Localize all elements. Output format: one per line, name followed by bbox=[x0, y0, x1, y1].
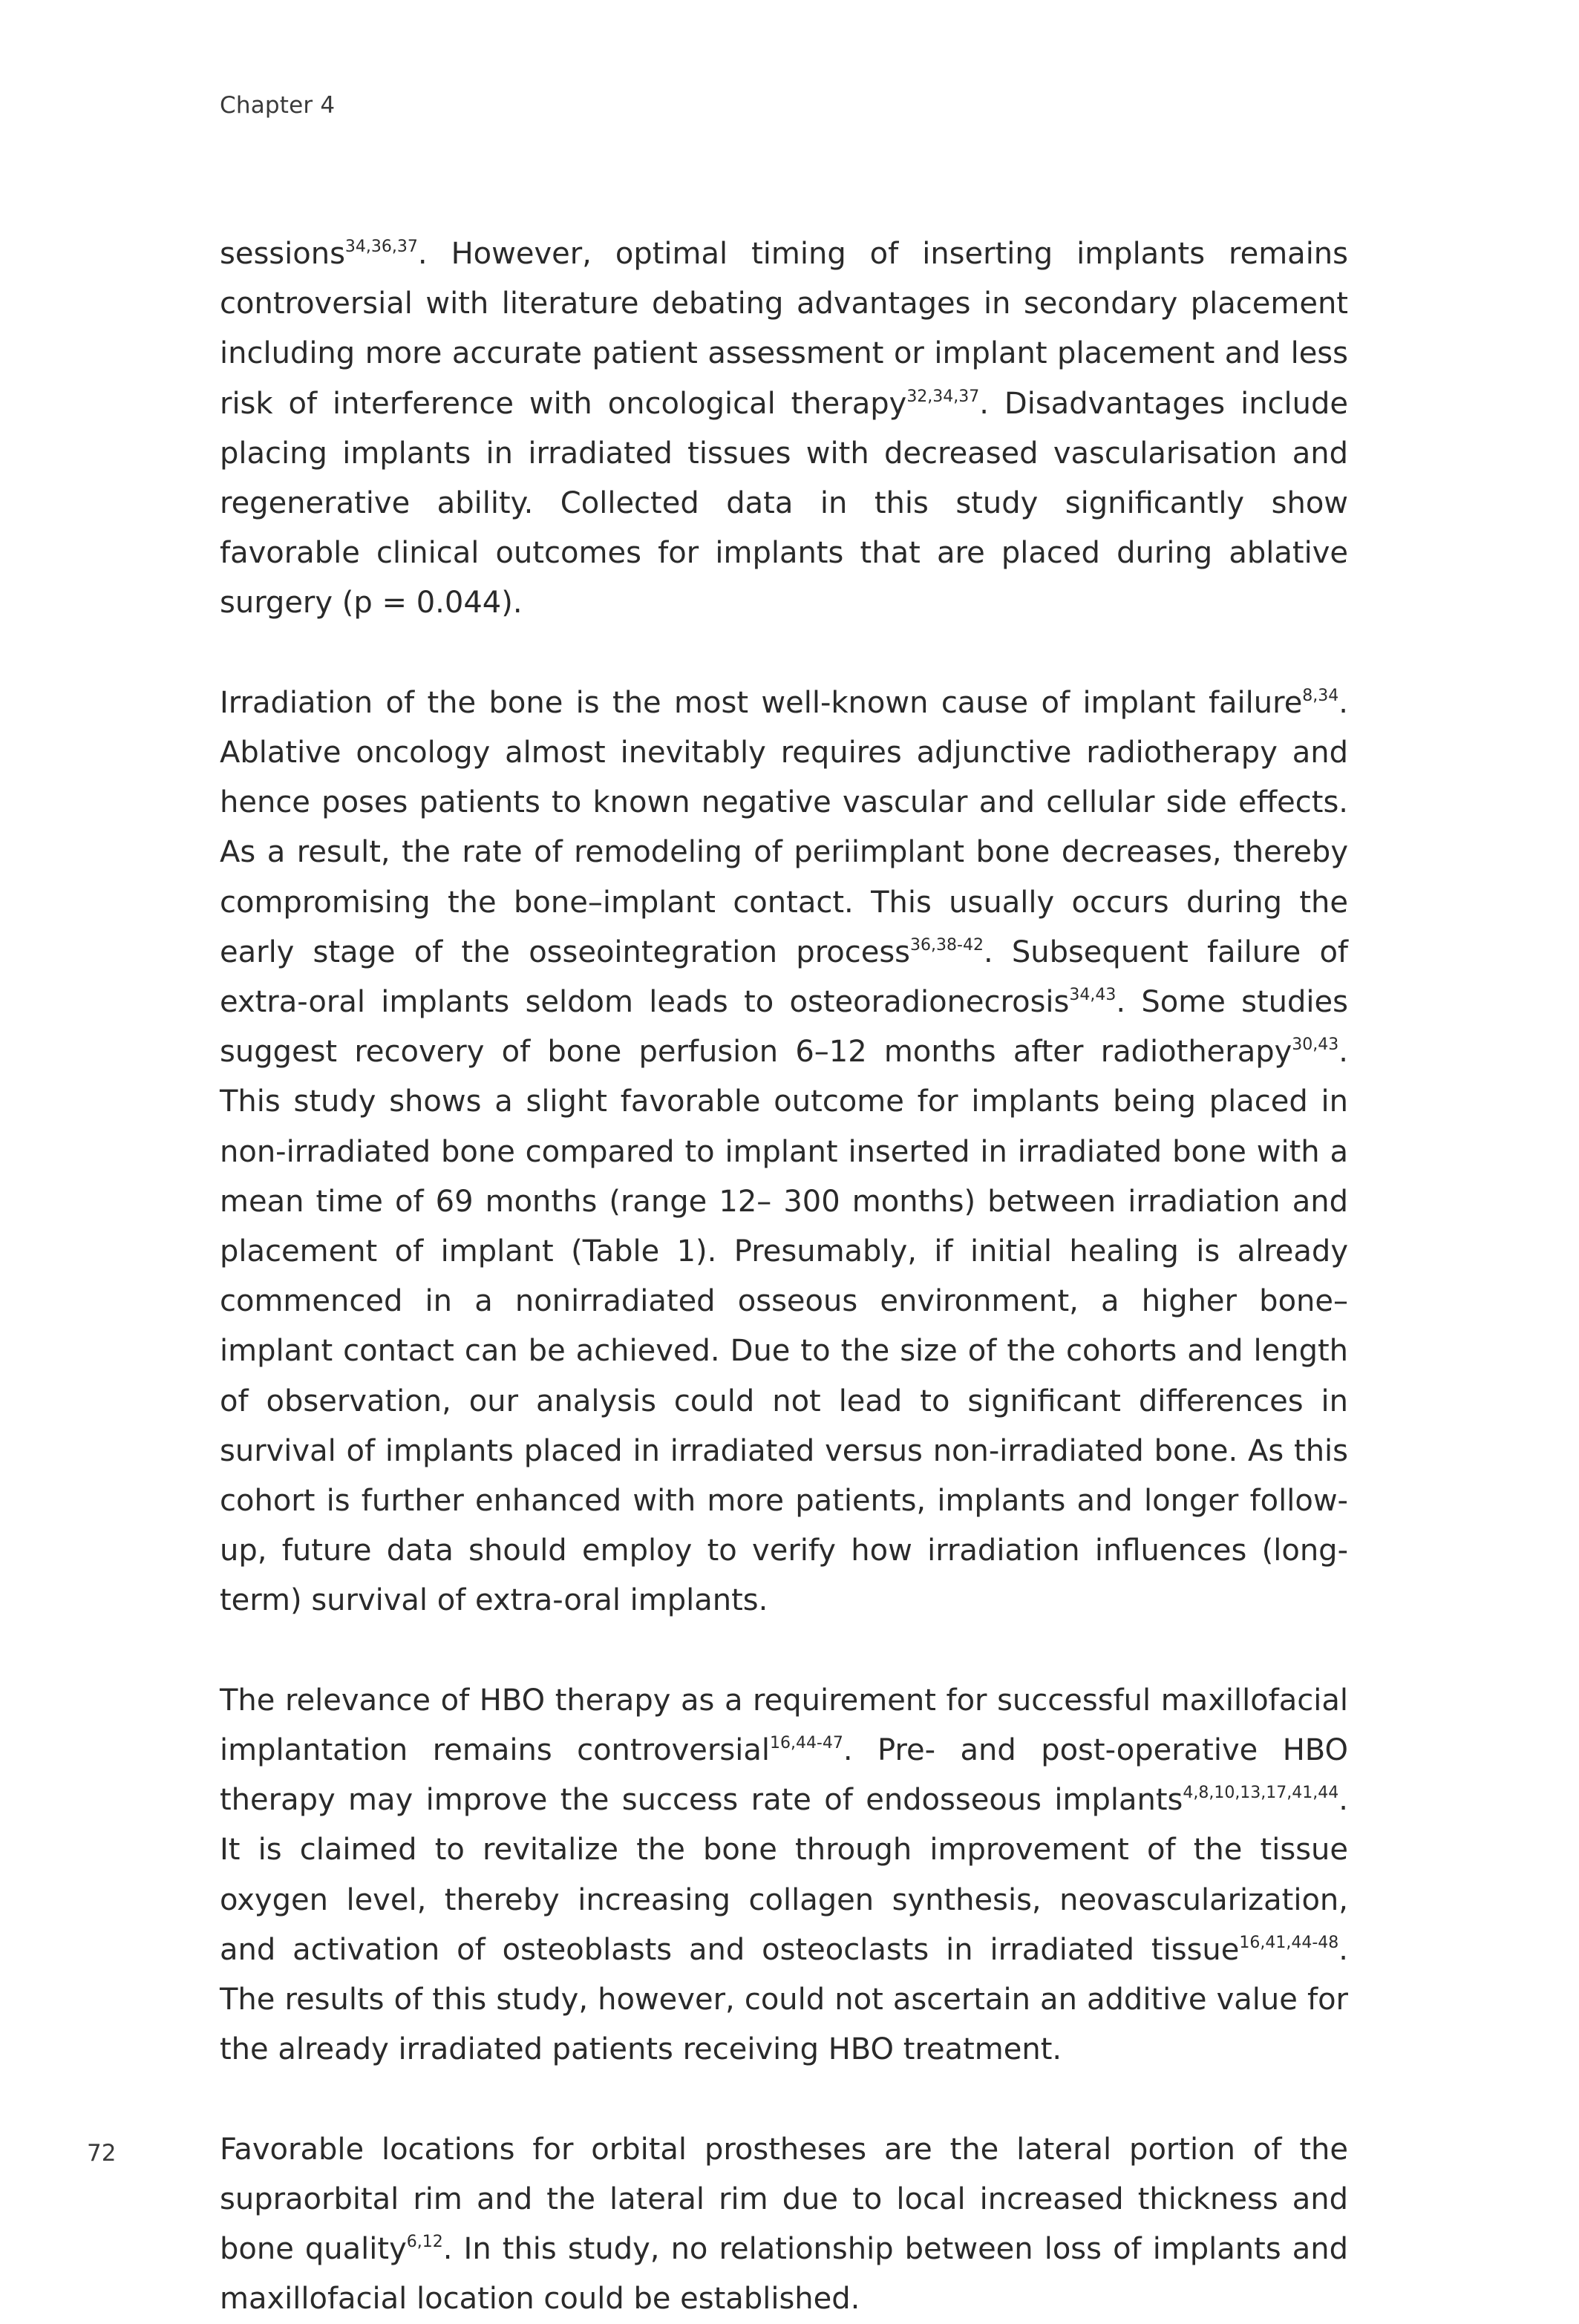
text-run: . Pre- and post-operative HBO therapy may improve the success rate of endosseous implants bbox=[220, 1733, 1348, 1818]
text-run: . The results of this study, however, could not ascertain an additive value for the already irradiated patients receiving HBO treatment. bbox=[220, 1932, 1348, 2067]
paragraph bbox=[220, 229, 1348, 629]
paragraph bbox=[220, 1676, 1348, 2075]
citation-superscript: 16,44-47 bbox=[769, 1734, 843, 1753]
body-text bbox=[220, 229, 1348, 2324]
citation-superscript: 6,12 bbox=[406, 2233, 443, 2252]
paragraph bbox=[220, 2125, 1348, 2324]
text-run: Irradiation of the bone is the most well-known cause of implant failure bbox=[220, 685, 1303, 720]
text-run: . However, optimal timing of inserting implants remains controversial with literature debating advantages in secondary placement including more accurate patient assessment or implant placement and less risk of interference with oncological therapy bbox=[220, 237, 1348, 421]
citation-superscript: 36,38-42 bbox=[910, 935, 984, 955]
text-run: . This study shows a slight favorable outcome for implants being placed in non-irradiated bone compared to implant inserted in irradiated bone with a mean time of 69 months (range 12– 300 months) between irradiation and placement of implant (Table 1). Presumably, if initial healing is already commenced in a nonirradiated osseous environment, a higher bone–implant contact can be achieved. Due to the size of the cohorts and length of observation, our analysis could not lead to significant differences in survival of implants placed in irradiated versus non-irradiated bone. As this cohort is further enhanced with more patients, implants and longer follow-up, future data should employ to verify how irradiation influences (long-term) survival of extra-oral implants. bbox=[220, 1035, 1348, 1618]
citation-superscript: 8,34 bbox=[1302, 686, 1339, 705]
text-run: . Some studies suggest recovery of bone perfusion 6–12 months after radiotherapy bbox=[220, 985, 1348, 1070]
paragraph bbox=[220, 678, 1348, 1626]
text-run: . Disadvantages include placing implants in irradiated tissues with decreased vascularisation and regenerative ability. Collected data in this study significantly show favorable clinical outcomes for implants that are placed during ablative surgery (p = 0.044). bbox=[220, 386, 1348, 621]
text-run: Favorable locations for orbital prostheses are the lateral portion of the supraorbital rim and the lateral rim due to local increased thickness and bone quality bbox=[220, 2132, 1348, 2267]
running-header: Chapter 4 bbox=[220, 92, 336, 119]
text-run: . Ablative oncology almost inevitably requires adjunctive radiotherapy and hence poses patients to known negative vascular and cellular side effects. As a result, the rate of remodeling of periimplant bone decreases, thereby compromising the bone–implant contact. This usually occurs during the early stage of the osseointegration process bbox=[220, 685, 1348, 969]
text-run: . Subsequent failure of extra-oral implants seldom leads to osteoradionecrosis bbox=[220, 934, 1348, 1020]
citation-superscript: 4,8,10,13,17,41,44 bbox=[1183, 1784, 1339, 1803]
text-run: . It is claimed to revitalize the bone through improvement of the tissue oxygen level, thereby increasing collagen synthesis, neovascularization, and activation of osteoblasts and osteoclasts in irradiated tissue bbox=[220, 1783, 1348, 1967]
citation-superscript: 34,43 bbox=[1069, 986, 1117, 1005]
page-number: 72 bbox=[87, 2140, 117, 2167]
text-run: sessions bbox=[220, 237, 345, 271]
citation-superscript: 34,36,37 bbox=[344, 238, 418, 256]
text-run: The relevance of HBO therapy as a requirement for successful maxillofacial implantation remains controversial bbox=[220, 1683, 1348, 1768]
text-run: . In this study, no relationship between loss of implants and maxillofacial location could be established. bbox=[220, 2232, 1349, 2317]
citation-superscript: 16,41,44-48 bbox=[1239, 1933, 1339, 1952]
citation-superscript: 32,34,37 bbox=[906, 387, 980, 406]
citation-superscript: 30,43 bbox=[1292, 1035, 1339, 1055]
